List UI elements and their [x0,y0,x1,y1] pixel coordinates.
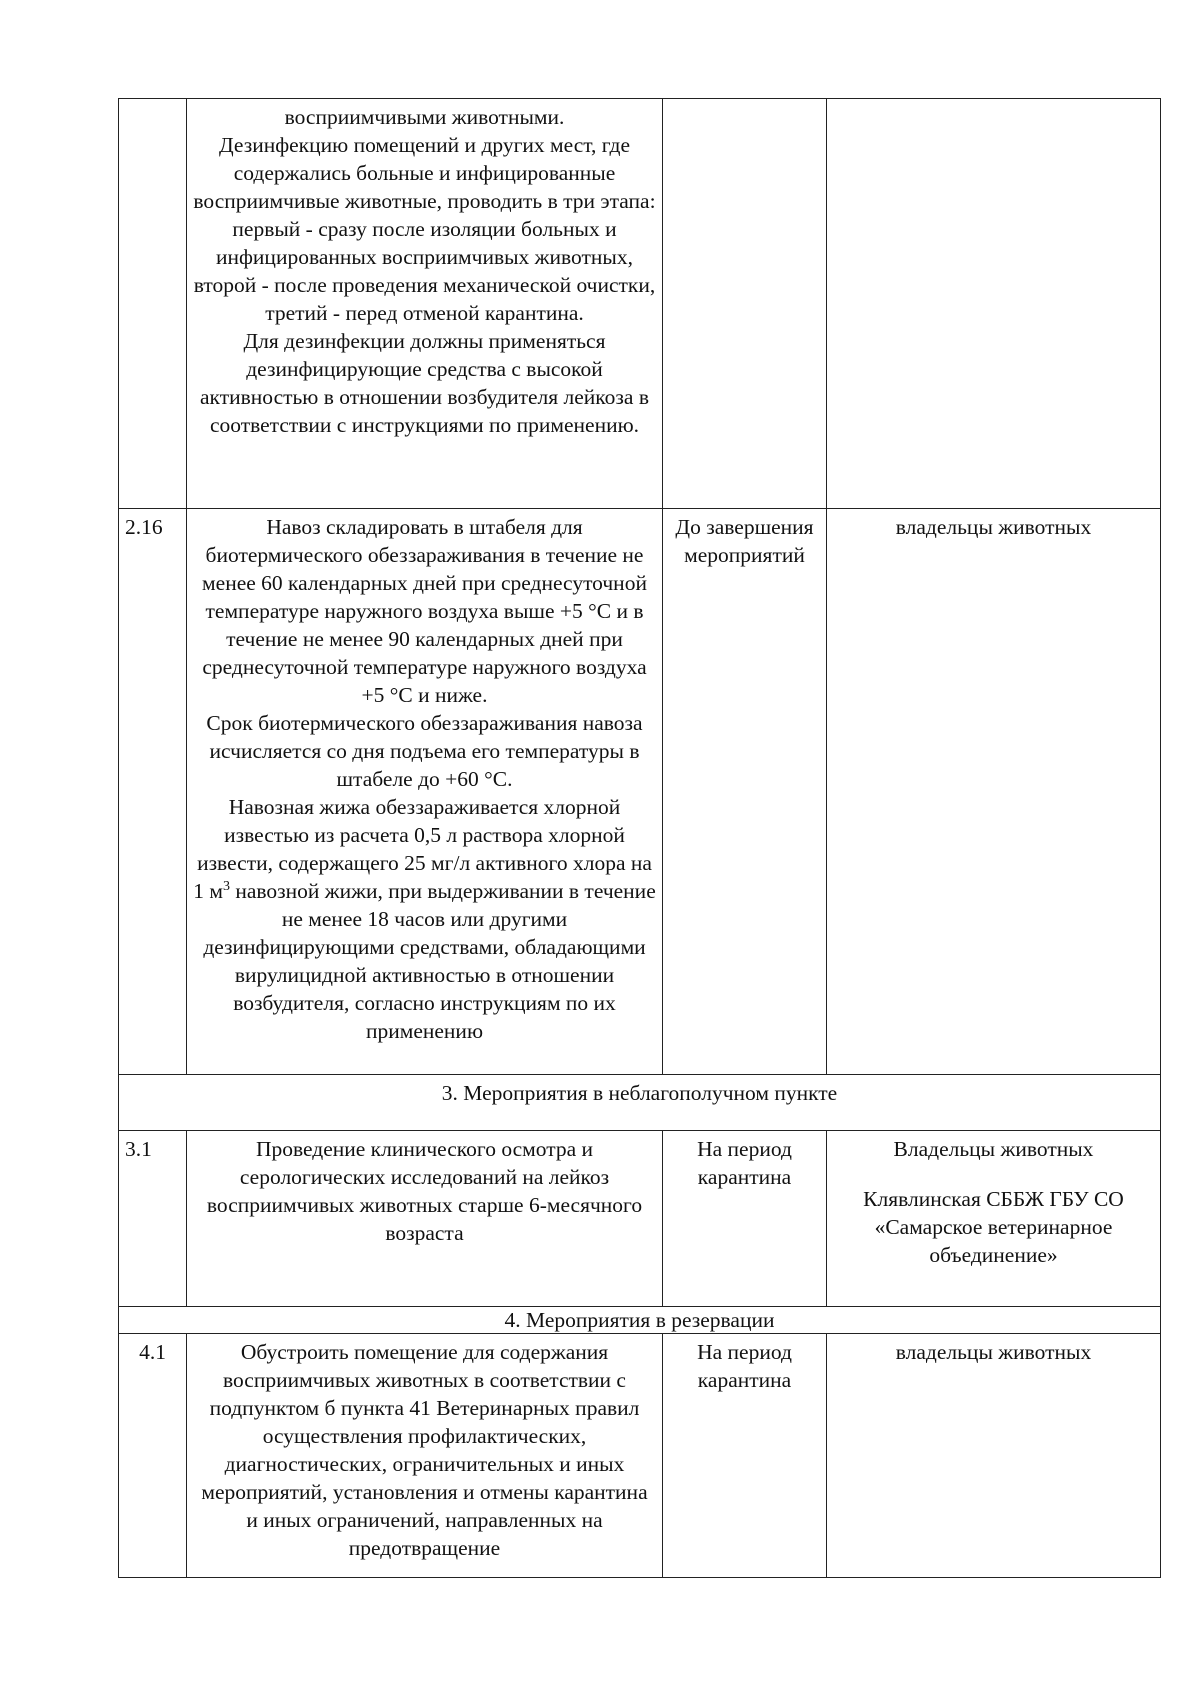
section-row [119,1075,1161,1131]
section-heading: 4. Мероприятия в резервации [119,1307,1161,1334]
description-paragraph: Для дезинфекции должны применяться дезинфицирующие средства с высокой активностью в отношении возбудителя лейкоза в соответствии с инструкциями по применению. [200,329,649,437]
responsible-line: Владельцы животных [893,1137,1094,1161]
table-row [119,1131,1161,1307]
description-text: Навозная жижа обеззараживается хлорной известью из расчета 0,5 л раствора хлорной извести, содержащего 25 мг/л активного хлора на 1 м [193,795,652,903]
table-row [119,1334,1161,1578]
superscript: 3 [222,878,230,894]
row-term: На период карантина [663,1334,827,1578]
row-number: 3.1 [119,1131,187,1307]
description-paragraph: Дезинфекцию помещений и других мест, где содержались больные и инфицированные восприимчивые животные, проводить в три этапа: первый - сразу после изоляции больных и инфицированных восприимчивых животных, второй - после проведения механической очистки, третий - перед отменой карантина. [193,133,656,325]
section-heading: 3. Мероприятия в неблагополучном пункте [119,1075,1161,1131]
description-paragraph: Навоз складировать в штабеля для биотермического обеззараживания в течение не менее 60 календарных дней при среднесуточной температуре наружного воздуха выше +5 °С и в течение не менее 90 календарных дней при среднесуточной температуре наружного воздуха +5 °С и ниже. [202,515,647,707]
section-row [119,1307,1161,1334]
row-number [119,99,187,509]
row-description [187,509,663,1075]
description-paragraph [193,793,656,1045]
row-description: Проведение клинического осмотра и серологических исследований на лейкоз восприимчивых животных старше 6-месячного возраста [187,1131,663,1307]
row-term: На период карантина [663,1131,827,1307]
row-responsible [827,1131,1161,1307]
description-text: навозной жижи, при выдерживании в течение не менее 18 часов или другими дезинфицирующими средствами, обладающими вирулицидной активностью в отношении возбудителя, согласно инструкциям по их применению [203,879,656,1043]
row-description [187,99,663,509]
description-paragraph: Срок биотермического обеззараживания навоза исчисляется со дня подъема его температуры в штабеле до +60 °С. [206,711,643,791]
table-row [119,99,1161,509]
row-number: 4.1 [119,1334,187,1578]
row-description: Обустроить помещение для содержания восприимчивых животных в соответствии с подпунктом б пункта 41 Ветеринарных правил осуществления профилактических, диагностических, ограничительных и иных мероприятий, установления и отмены карантина и иных ограничений, направленных на предотвращение [187,1334,663,1578]
row-term: До завершения мероприятий [663,509,827,1075]
row-responsible: владельцы животных [827,1334,1161,1578]
row-responsible [827,99,1161,509]
row-term [663,99,827,509]
responsible-line: Клявлинская СББЖ ГБУ СО «Самарское ветеринарное объединение» [863,1187,1124,1267]
measures-table [118,98,1161,1578]
description-paragraph: восприимчивыми животными. [284,105,565,129]
row-number: 2.16 [119,509,187,1075]
row-responsible: владельцы животных [827,509,1161,1075]
table-row [119,509,1161,1075]
